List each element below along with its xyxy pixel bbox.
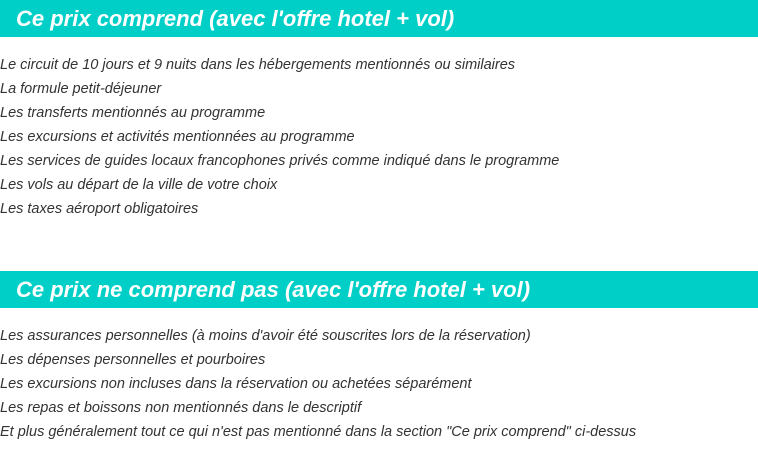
included-item: Le circuit de 10 jours et 9 nuits dans les hébergements mentionnés ou similaires — [0, 57, 516, 73]
included-item: Les transferts mentionnés au programme — [0, 105, 266, 121]
excluded-item: Les excursions non incluses dans la réservation ou achetées séparément — [0, 376, 472, 392]
included-item: Les taxes aéroport obligatoires — [0, 201, 199, 217]
included-items-list — [0, 53, 559, 221]
excluded-item: Les assurances personnelles (à moins d'avoir été souscrites lors de la réservation) — [0, 328, 531, 344]
excluded-section-title: Ce prix ne comprend pas (avec l'offre hotel + vol) — [0, 271, 758, 308]
excluded-item: Les dépenses personnelles et pourboires — [0, 352, 266, 368]
included-item: Les services de guides locaux francophones privés comme indiqué dans le programme — [0, 153, 560, 169]
excluded-item: Et plus généralement tout ce qui n'est pas mentionné dans la section "Ce prix comprend" ci-dessus — [0, 424, 637, 440]
included-item: Les excursions et activités mentionnées au programme — [0, 129, 355, 145]
included-section-title: Ce prix comprend (avec l'offre hotel + vol) — [0, 0, 758, 37]
excluded-items-list — [0, 324, 636, 444]
included-item: Les vols au départ de la ville de votre choix — [0, 177, 278, 193]
included-item: La formule petit-déjeuner — [0, 81, 162, 97]
excluded-item: Les repas et boissons non mentionnés dans le descriptif — [0, 400, 362, 416]
